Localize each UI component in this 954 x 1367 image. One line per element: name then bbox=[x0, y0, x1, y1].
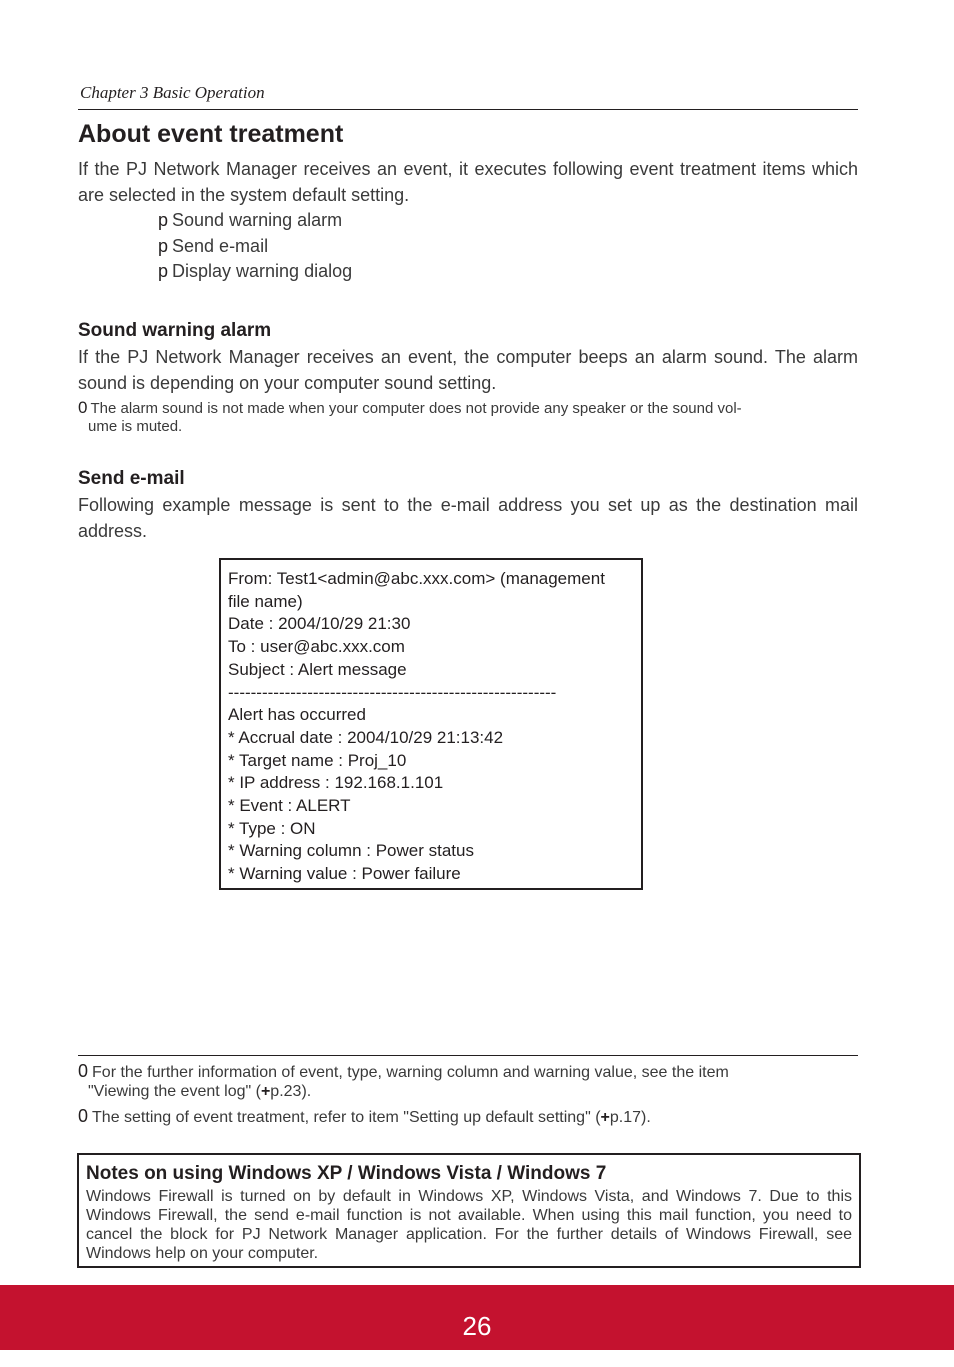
email-line: * Target name : Proj_10 bbox=[228, 750, 407, 770]
page-footer bbox=[0, 1285, 954, 1350]
bullet-icon: p bbox=[158, 235, 169, 256]
example-email-box bbox=[219, 558, 643, 890]
note-icon: 0 bbox=[78, 398, 88, 417]
page-ref-icon: + bbox=[600, 1109, 610, 1126]
section-title: About event treatment bbox=[78, 120, 344, 148]
list-item: p Display warning dialog bbox=[158, 261, 353, 281]
email-line: To : user@abc.xxx.com bbox=[228, 637, 405, 657]
sound-heading: Sound warning alarm bbox=[78, 320, 272, 341]
intro-paragraph: If the PJ Network Manager receives an event, it executes following event treatment items which are selected in the system default setting. bbox=[78, 159, 858, 205]
email-line: * Accrual date : 2004/10/29 21:13:42 bbox=[228, 727, 504, 747]
email-heading: Send e-mail bbox=[78, 468, 185, 489]
note-icon: 0 bbox=[78, 1106, 89, 1126]
windows-notes-body: Windows Firewall is turned on by default in Windows XP, Windows Vista, and Windows 7. Due to this Windows Firewall, the send e-mail function is not available. When using this mail function, you need to cancel the block for PJ Network Manager application. For the further details of Windows Firewall, see Windows help on your computer. bbox=[86, 1188, 852, 1262]
email-line: file name) bbox=[228, 591, 303, 611]
email-line: Subject : Alert message bbox=[228, 659, 407, 679]
footnote-rule bbox=[78, 1055, 858, 1056]
email-line: From: Test1<admin@abc.xxx.com> (management bbox=[228, 569, 605, 588]
page-ref-icon: + bbox=[260, 1083, 271, 1100]
email-line: * Event : ALERT bbox=[228, 796, 351, 816]
footnote-event-log: 0 For the further information of event, type, warning column and warning value, see the item "Viewing the event log" (+p.23). bbox=[78, 1061, 729, 1100]
list-item: p Send e-mail bbox=[158, 235, 269, 256]
page-number: 26 bbox=[462, 1311, 492, 1341]
header-rule bbox=[78, 109, 858, 110]
email-line: Alert has occurred bbox=[228, 705, 366, 725]
email-separator: ---------------------------------------------------------- bbox=[228, 682, 557, 702]
email-line: Date : 2004/10/29 21:30 bbox=[228, 614, 411, 634]
email-line: * IP address : 192.168.1.101 bbox=[228, 773, 444, 793]
note-icon: 0 bbox=[78, 1061, 89, 1081]
footnote-default-setting: 0 The setting of event treatment, refer to item "Setting up default setting" (+p.17). bbox=[78, 1106, 651, 1126]
email-line: * Warning value : Power failure bbox=[228, 864, 461, 884]
windows-notes-title: Notes on using Windows XP / Windows Vista / Windows 7 bbox=[86, 1163, 607, 1184]
sound-note: 0 The alarm sound is not made when your computer does not provide any speaker or the sound vol- ume is muted. bbox=[78, 398, 742, 435]
chapter-header: Chapter 3 Basic Operation bbox=[80, 83, 265, 102]
bullet-icon: p bbox=[158, 261, 169, 281]
bullet-icon: p bbox=[158, 210, 169, 230]
email-line: * Type : ON bbox=[228, 818, 316, 838]
email-line: * Warning column : Power status bbox=[228, 841, 474, 861]
list-item: p Sound warning alarm bbox=[158, 210, 343, 230]
windows-notes-box bbox=[77, 1153, 861, 1268]
sound-paragraph: If the PJ Network Manager receives an event, the computer beeps an alarm sound. The alarm sound is depending on your computer sound setting. bbox=[78, 347, 858, 393]
treatment-list bbox=[158, 208, 352, 285]
email-paragraph: Following example message is sent to the e-mail address you set up as the destination mail address. bbox=[78, 495, 858, 541]
